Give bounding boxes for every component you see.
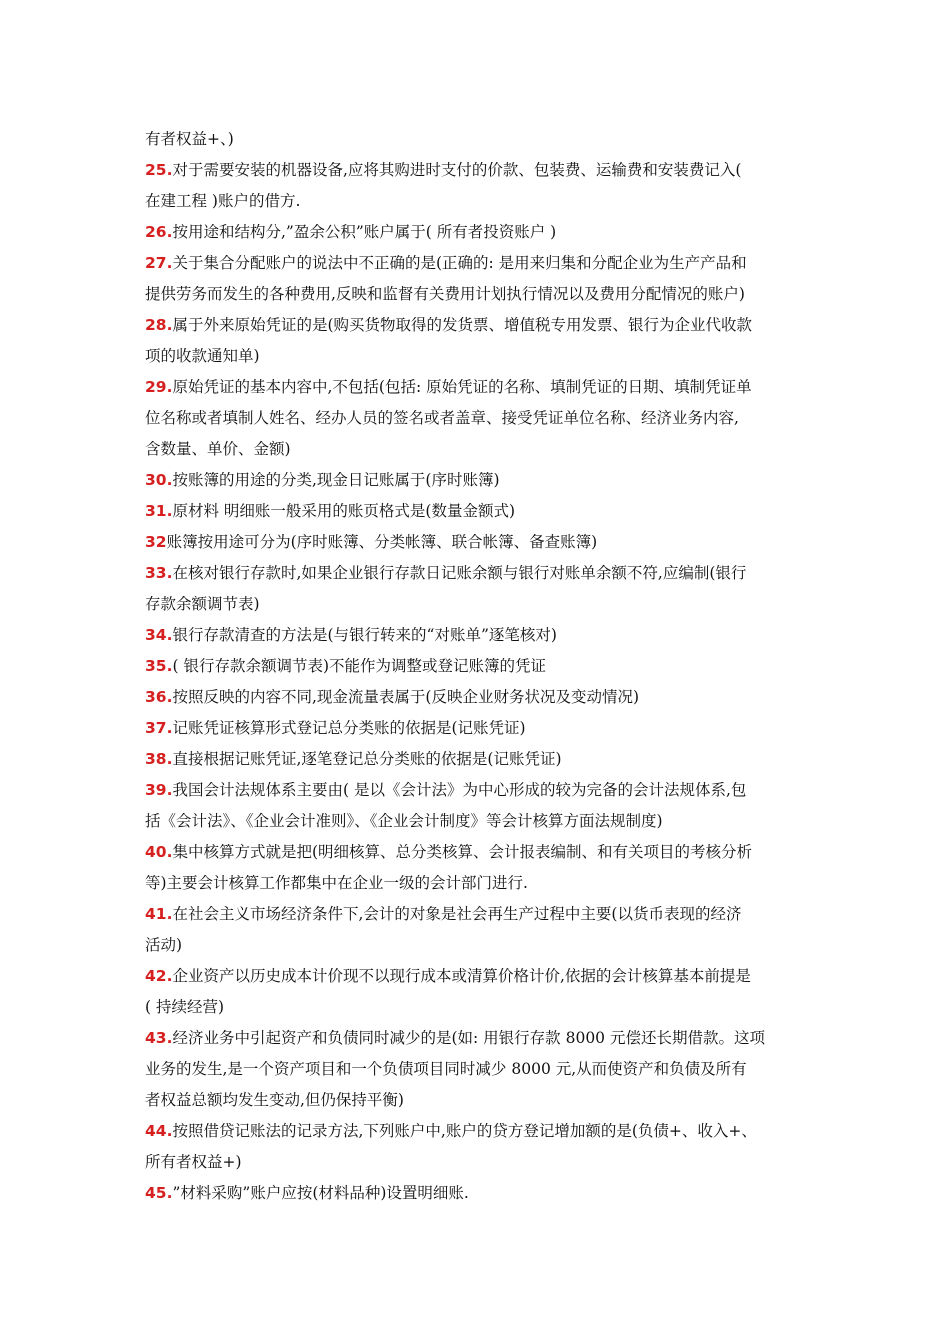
question-line bbox=[145, 155, 810, 186]
question-text: 按账簿的用途的分类,现金日记账属于(序时账簿) bbox=[172, 471, 500, 489]
question-number: 37. bbox=[145, 719, 173, 737]
question-line bbox=[145, 1023, 810, 1054]
question-text: 我国会计法规体系主要由( 是以《会计法》为中心形成的较为完备的会计法规体系,包 bbox=[172, 781, 747, 799]
question-text: 按用途和结构分,”盈余公积”账户属于( 所有者投资账户 ) bbox=[172, 223, 557, 241]
question-item bbox=[145, 651, 810, 682]
question-text: 企业资产以历史成本计价现不以现行成本或清算价格计价,依据的会计核算基本前提是 bbox=[172, 967, 751, 985]
question-item bbox=[145, 775, 810, 837]
question-line bbox=[145, 589, 810, 620]
question-item bbox=[145, 558, 810, 620]
question-text: 提供劳务而发生的各种费用,反映和监督有关费用计划执行情况以及费用分配情况的账户) bbox=[145, 285, 745, 303]
question-text: 含数量、单价、金额) bbox=[145, 440, 291, 458]
question-text: 在建工程 )账户的借方. bbox=[145, 192, 301, 210]
question-item bbox=[145, 372, 810, 465]
question-line bbox=[145, 744, 810, 775]
question-text: 关于集合分配账户的说法中不正确的是(正确的: 是用来归集和分配企业为生产产品和 bbox=[172, 254, 747, 272]
question-number: 33. bbox=[145, 564, 173, 582]
question-line bbox=[145, 403, 810, 434]
question-text: 业务的发生,是一个资产项目和一个负债项目同时减少 8000 元,从而使资产和负债及所有 bbox=[145, 1060, 747, 1078]
question-text: 账簿按用途可分为(序时账簿、分类帐簿、联合帐簿、备查账簿) bbox=[166, 533, 598, 551]
question-item bbox=[145, 465, 810, 496]
question-number: 41. bbox=[145, 905, 173, 923]
question-number: 28. bbox=[145, 316, 173, 334]
question-line bbox=[145, 558, 810, 589]
question-line bbox=[145, 651, 810, 682]
question-text: 集中核算方式就是把(明细核算、总分类核算、会计报表编制、和有关项目的考核分析 bbox=[172, 843, 753, 861]
question-line bbox=[145, 620, 810, 651]
question-line bbox=[145, 310, 810, 341]
question-item bbox=[145, 837, 810, 899]
question-text: 所有者权益+) bbox=[145, 1153, 242, 1171]
question-line bbox=[145, 806, 810, 837]
question-text: 存款余额调节表) bbox=[145, 595, 260, 613]
question-item bbox=[145, 1178, 810, 1209]
question-number: 34. bbox=[145, 626, 173, 644]
question-line bbox=[145, 248, 810, 279]
question-text: 原材料 明细账一般采用的账页格式是(数量金额式) bbox=[172, 502, 515, 520]
question-number: 32 bbox=[145, 533, 167, 551]
question-item bbox=[145, 496, 810, 527]
question-text: 经济业务中引起资产和负债同时减少的是(如: 用银行存款 8000 元偿还长期借款。这项 bbox=[172, 1029, 765, 1047]
question-line bbox=[145, 279, 810, 310]
question-text: ( 持续经营) bbox=[145, 998, 225, 1016]
question-item bbox=[145, 310, 810, 372]
continued-line: 有者权益+、) bbox=[145, 130, 234, 148]
question-item bbox=[145, 744, 810, 775]
question-line bbox=[145, 217, 810, 248]
question-line bbox=[145, 496, 810, 527]
question-item bbox=[145, 961, 810, 1023]
question-line bbox=[145, 682, 810, 713]
question-line bbox=[145, 961, 810, 992]
question-line bbox=[145, 713, 810, 744]
question-text: 直接根据记账凭证,逐笔登记总分类账的依据是(记账凭证) bbox=[172, 750, 562, 768]
question-number: 25. bbox=[145, 161, 173, 179]
question-line bbox=[145, 434, 810, 465]
question-text: 按照借贷记账法的记录方法,下列账户中,账户的贷方登记增加额的是(负债+、收入+、 bbox=[172, 1122, 757, 1140]
question-text: 原始凭证的基本内容中,不包括(包括: 原始凭证的名称、填制凭证的日期、填制凭证单 bbox=[172, 378, 752, 396]
question-number: 43. bbox=[145, 1029, 173, 1047]
question-line bbox=[145, 775, 810, 806]
question-line bbox=[145, 899, 810, 930]
question-number: 30. bbox=[145, 471, 173, 489]
question-number: 45. bbox=[145, 1184, 173, 1202]
question-number: 36. bbox=[145, 688, 173, 706]
question-line bbox=[145, 868, 810, 899]
question-number: 31. bbox=[145, 502, 173, 520]
question-item bbox=[145, 1116, 810, 1178]
question-text: ”材料采购”账户应按(材料品种)设置明细账. bbox=[172, 1184, 469, 1202]
question-text: 括《会计法》、《企业会计准则》、《企业会计制度》等会计核算方面法规制度) bbox=[145, 812, 663, 830]
question-line bbox=[145, 465, 810, 496]
question-line bbox=[145, 930, 810, 961]
question-text: 活动) bbox=[145, 936, 183, 954]
question-number: 39. bbox=[145, 781, 173, 799]
question-number: 29. bbox=[145, 378, 173, 396]
question-item bbox=[145, 620, 810, 651]
question-text: 属于外来原始凭证的是(购买货物取得的发货票、增值税专用发票、银行为企业代收款 bbox=[172, 316, 753, 334]
question-text: 按照反映的内容不同,现金流量表属于(反映企业财务状况及变动情况) bbox=[172, 688, 639, 706]
question-text: ( 银行存款余额调节表)不能作为调整或登记账簿的凭证 bbox=[172, 657, 546, 675]
question-text: 项的收款通知单) bbox=[145, 347, 260, 365]
question-line bbox=[145, 992, 810, 1023]
question-item bbox=[145, 682, 810, 713]
question-text: 在核对银行存款时,如果企业银行存款日记账余额与银行对账单余额不符,应编制(银行 bbox=[172, 564, 747, 582]
question-line bbox=[145, 186, 810, 217]
question-item bbox=[145, 527, 810, 558]
question-text: 位名称或者填制人姓名、经办人员的签名或者盖章、接受凭证单位名称、经济业务内容, bbox=[145, 409, 739, 427]
question-text: 在社会主义市场经济条件下,会计的对象是社会再生产过程中主要(以货币表现的经济 bbox=[172, 905, 742, 923]
question-line bbox=[145, 341, 810, 372]
question-line bbox=[145, 1147, 810, 1178]
question-line bbox=[145, 372, 810, 403]
question-number: 26. bbox=[145, 223, 173, 241]
question-line bbox=[145, 1178, 810, 1209]
question-number: 42. bbox=[145, 967, 173, 985]
question-line bbox=[145, 1116, 810, 1147]
question-text: 等)主要会计核算工作都集中在企业一级的会计部门进行. bbox=[145, 874, 528, 892]
question-item bbox=[145, 1023, 810, 1116]
document-page bbox=[145, 124, 810, 1209]
question-item bbox=[145, 899, 810, 961]
question-line bbox=[145, 1054, 810, 1085]
question-text: 者权益总额均发生变动,但仍保持平衡) bbox=[145, 1091, 404, 1109]
question-number: 44. bbox=[145, 1122, 173, 1140]
question-number: 40. bbox=[145, 843, 173, 861]
question-item bbox=[145, 155, 810, 217]
question-item bbox=[145, 248, 810, 310]
question-text: 记账凭证核算形式登记总分类账的依据是(记账凭证) bbox=[172, 719, 526, 737]
question-number: 38. bbox=[145, 750, 173, 768]
question-line bbox=[145, 1085, 810, 1116]
question-item bbox=[145, 713, 810, 744]
question-text: 对于需要安装的机器设备,应将其购进时支付的价款、包装费、运输费和安装费记入( bbox=[172, 161, 742, 179]
question-number: 35. bbox=[145, 657, 173, 675]
question-number: 27. bbox=[145, 254, 173, 272]
question-line bbox=[145, 837, 810, 868]
question-line bbox=[145, 527, 810, 558]
question-list bbox=[145, 155, 810, 1209]
question-item bbox=[145, 217, 810, 248]
question-text: 银行存款清查的方法是(与银行转来的“对账单”逐笔核对) bbox=[172, 626, 557, 644]
